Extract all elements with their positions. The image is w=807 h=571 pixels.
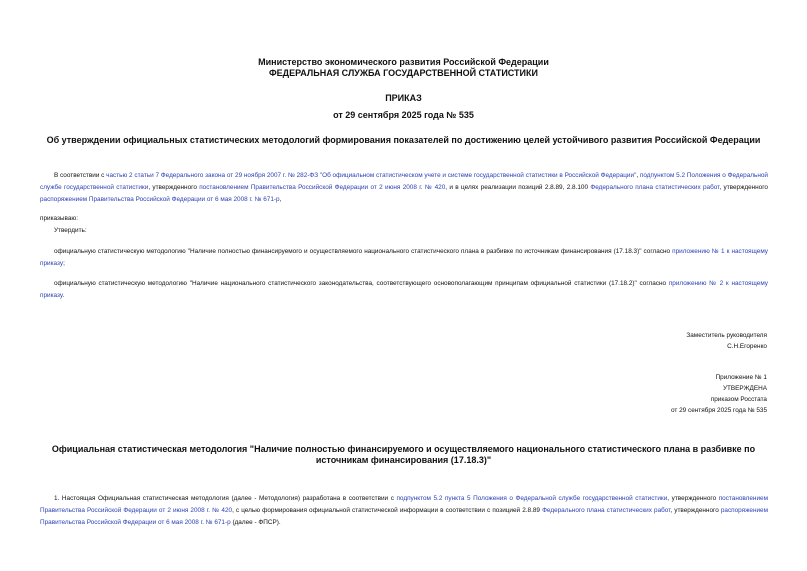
resolution-link[interactable]: постановлением Правительства Российской Федерации от 2 июня 2008 г. № 420 <box>40 495 768 514</box>
item-text: официальную статистическую методологию "Наличие полностью финансируемого и осуществляемого национального статистического плана в разбивке по источникам финансирования (17.18.3)" согласно <box>54 248 673 255</box>
ministry-name: Министерство экономического развития Российской Федерации <box>258 57 549 67</box>
signatory-position: Заместитель руководителя <box>686 332 767 339</box>
preamble-text: , и в целях реализации позиций 2.8.89, 2.8.100 <box>445 184 591 191</box>
clause-text: , с целью формирования официальной статистической информации в соответствии с позицией 2.8.89 <box>232 507 543 514</box>
directive-link[interactable]: распоряжением Правительства Российской Федерации от 6 мая 2008 г. № 671-р <box>40 196 280 203</box>
appendix-stamp <box>671 372 767 416</box>
appendix-1-link[interactable]: приложению № 1 к настоящему приказу <box>40 248 768 267</box>
directive-link[interactable]: распоряжением Правительства Российской Федерации от 6 мая 2008 г. № 671-р <box>40 507 768 526</box>
clause-1 <box>40 493 768 529</box>
approve-word: Утвердить: <box>54 227 87 234</box>
preamble-text: , <box>279 196 282 203</box>
federal-plan-link[interactable]: Федерального плана статистических работ <box>542 507 671 514</box>
regulation-link[interactable]: подпунктом 5.2 Положения о Федеральной службе государственной статистики <box>40 172 768 191</box>
regulation-clause-link[interactable]: подпунктом 5.2 пункта 5 Положения о Федеральной службе государственной статистики <box>396 495 668 502</box>
clause-text: 1. Настоящая Официальная статистическая методология (далее - Методология) разработана в соответствии с <box>54 495 397 502</box>
clause-text: , утвержденного <box>667 495 719 502</box>
doc-title: Об утверждении официальных статистических методологий формирования показателей по достижению целей устойчивого развития Российской Федерации <box>46 135 761 145</box>
item-text: официальную статистическую методологию "Наличие национального статистического законодательства, соответствующего основополагающим принципам официальной статистики (17.18.2)" согласно <box>54 280 669 287</box>
clause-text: (далее - ФПСР). <box>230 519 281 526</box>
signature-block <box>686 330 767 352</box>
appendix-number: Приложение № 1 <box>715 374 767 381</box>
preamble-text: В соответствии с <box>54 172 107 179</box>
approved-by: приказом Росстата <box>710 396 767 403</box>
item-text: . <box>62 292 65 299</box>
orders-word: приказываю: <box>40 215 78 222</box>
approval-item-2 <box>40 278 768 302</box>
approval-item-1 <box>40 246 768 270</box>
appendix-title: Официальная статистическая методология "Наличие полностью финансируемого и осуществляемого национального статистического плана в разбивке по источникам финансирования (17.18.3)" <box>51 444 756 465</box>
law-link[interactable]: частью 2 статьи 7 Федерального закона от 29 ноября 2007 г. № 282-ФЗ "Об официальном статистическом учете и системе государственной статистики в Российской Федерации" <box>106 172 637 179</box>
appendix-2-link[interactable]: приложению № 2 к настоящему приказу <box>40 280 768 299</box>
preamble-text: , утвержденного <box>148 184 200 191</box>
doc-type: ПРИКАЗ <box>385 93 422 103</box>
resolution-link[interactable]: постановлением Правительства Российской Федерации от 2 июня 2008 г. № 420 <box>199 184 446 191</box>
document-header <box>0 57 807 79</box>
item-text: ; <box>63 260 65 267</box>
preamble-text: , <box>636 172 640 179</box>
doc-date-number: от 29 сентября 2025 года № 535 <box>333 110 474 120</box>
signatory-name: С.Н.Егоренко <box>727 343 767 350</box>
federal-plan-link[interactable]: Федерального плана статистических работ <box>590 184 720 191</box>
preamble <box>40 170 768 206</box>
approved-label: УТВЕРЖДЕНА <box>722 385 767 392</box>
approved-date: от 29 сентября 2025 года № 535 <box>671 407 767 414</box>
preamble-text: , утвержденного <box>719 184 768 191</box>
service-name: ФЕДЕРАЛЬНАЯ СЛУЖБА ГОСУДАРСТВЕННОЙ СТАТИСТИКИ <box>269 68 538 78</box>
clause-text: , утвержденного <box>670 507 721 514</box>
